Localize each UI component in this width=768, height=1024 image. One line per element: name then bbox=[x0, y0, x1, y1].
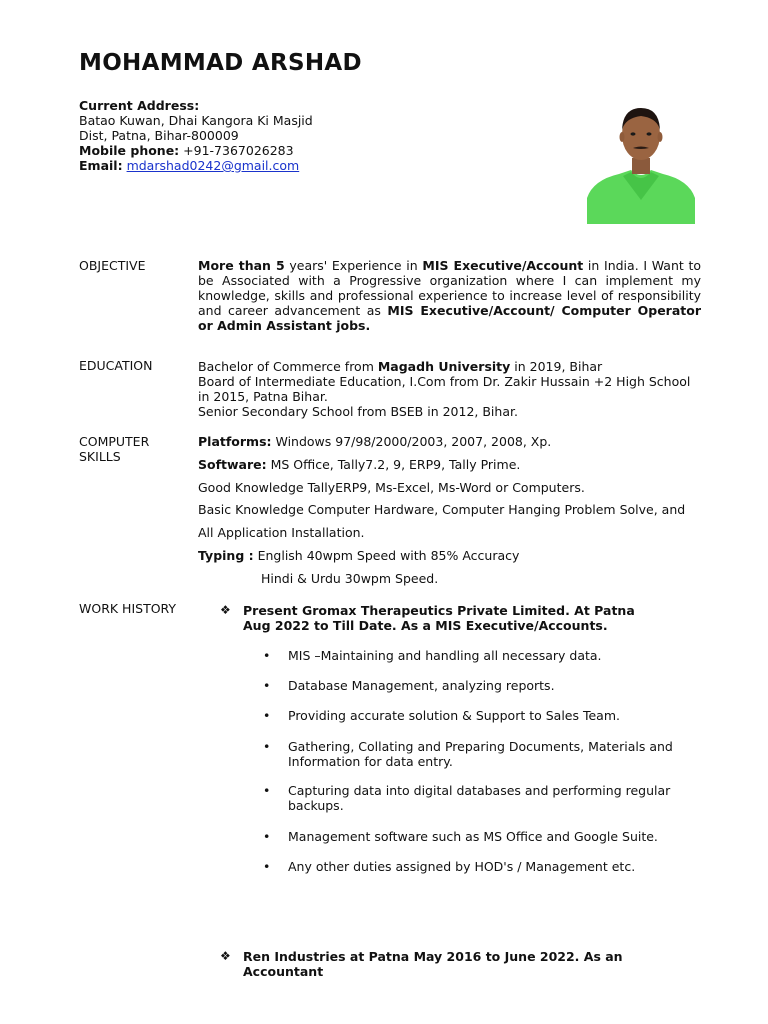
duty-item: • Providing accurate solution & Support to Sales Team. bbox=[263, 708, 620, 723]
computer-skills-text: Platforms: Windows 97/98/2000/2003, 2007, 2008, Xp. Software: MS Office, Tally7.2, 9, ERP9, Tally Prime. Good Knowledge TallyERP9, Ms-Excel, Ms-Word or Computers. Basic Knowledge Computer Hardware, Computer Hanging Problem Solve, and All Application Installation. Typing : English 40wpm Speed with 85% Accuracy Hindi & Urdu 30wpm Speed. bbox=[198, 434, 686, 586]
duty-item: • Gathering, Collating and Preparing Documents, Materials and Information for data entry. bbox=[263, 739, 673, 769]
bullet-icon: • bbox=[263, 739, 271, 754]
profile-photo bbox=[587, 100, 695, 224]
job-entry-gromax: ❖ Present Gromax Therapeutics Private Limited. At Patna Aug 2022 to Till Date. As a MIS Executive/Accounts. bbox=[220, 603, 635, 633]
address-line-2: Dist, Patna, Bihar-800009 bbox=[79, 128, 239, 143]
email-label: Email: bbox=[79, 158, 123, 173]
duty-item: • Database Management, analyzing reports. bbox=[263, 678, 555, 693]
bullet-icon: • bbox=[263, 708, 271, 723]
contact-block bbox=[79, 98, 313, 173]
diamond-bullet-icon: ❖ bbox=[220, 949, 231, 963]
education-text: Bachelor of Commerce from Magadh University in 2019, Bihar Board of Intermediate Education, I.Com from Dr. Zakir Hussain +2 High School in 2015, Patna Bihar. Senior Secondary School from BSEB in 2012, Bihar. bbox=[198, 359, 691, 419]
address-line-1: Batao Kuwan, Dhai Kangora Ki Masjid bbox=[79, 113, 313, 128]
computer-skills-label: COMPUTER SKILLS bbox=[79, 434, 150, 464]
diamond-bullet-icon: ❖ bbox=[220, 603, 231, 617]
duty-item: • Any other duties assigned by HOD's / Management etc. bbox=[263, 859, 636, 874]
phone-label: Mobile phone: bbox=[79, 143, 180, 158]
work-history-label: WORK HISTORY bbox=[79, 601, 177, 616]
duty-item: • Management software such as MS Office and Google Suite. bbox=[263, 829, 658, 844]
job-entry-ren-industries: ❖ Ren Industries at Patna May 2016 to June 2022. As an Accountant bbox=[220, 949, 623, 979]
bullet-icon: • bbox=[263, 859, 271, 874]
objective-label: OBJECTIVE bbox=[79, 258, 146, 273]
objective-text: More than 5 years' Experience in MIS Executive/Account in India. I Want to be Associated with a Progressive organization where I can implement my knowledge, skills and professional experience to increase level of responsibility and career advancement as MIS Executive/Account/ Computer Operator or Admin Assistant jobs. bbox=[198, 258, 701, 333]
duty-item: • MIS –Maintaining and handling all necessary data. bbox=[263, 648, 602, 663]
phone-value: +91-7367026283 bbox=[183, 143, 294, 158]
duty-item: • Capturing data into digital databases and performing regular backups. bbox=[263, 783, 671, 813]
education-label: EDUCATION bbox=[79, 358, 153, 373]
bullet-icon: • bbox=[263, 783, 271, 798]
bullet-icon: • bbox=[263, 829, 271, 844]
address-label: Current Address: bbox=[79, 98, 200, 113]
email-link[interactable]: mdarshad0242@gmail.com bbox=[126, 158, 300, 173]
candidate-name: MOHAMMAD ARSHAD bbox=[79, 50, 362, 76]
bullet-icon: • bbox=[263, 678, 271, 693]
bullet-icon: • bbox=[263, 648, 271, 663]
